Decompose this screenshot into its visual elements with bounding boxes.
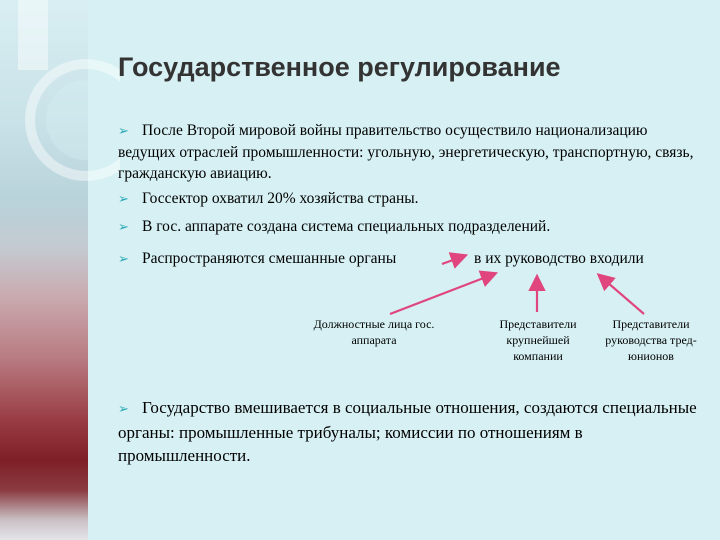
- bullet-text-1: После Второй мировой войны правительство осуществило национализацию ведущих отраслей промышленности: угольную, энергетическую, транспортную, связь, гражданскую авиацию.: [118, 122, 694, 182]
- horizontal-arrow: [442, 256, 464, 264]
- bullet-text-4-right: в их руководство входили: [474, 250, 644, 267]
- arrow-from-officials: [390, 274, 494, 314]
- arrowhead-bullet-icon: ➢: [118, 192, 129, 207]
- member-company: Представители крупнейшей компании: [499, 317, 577, 363]
- arrow-from-unions: [600, 276, 644, 314]
- bullet-text-3: В гос. аппарате создана система специальных подразделений.: [142, 218, 551, 235]
- bullet-item-5: [118, 396, 698, 467]
- arrowhead-bullet-icon: ➢: [118, 124, 129, 139]
- arrowhead-bullet-icon: ➢: [118, 402, 129, 417]
- arrowhead-bullet-icon: ➢: [118, 252, 129, 267]
- page-title: Государственное регулирование: [118, 52, 561, 82]
- bullet-text-4-left: Распространяются смешанные органы: [142, 250, 397, 267]
- member-officials: Должностные лица гос. аппарата: [313, 317, 435, 347]
- bullet-text-2: Госсектор охватил 20% хозяйства страны.: [142, 190, 419, 207]
- bullet-text-5: Государство вмешивается в социальные отношения, создаются специальные органы: промышленные трибуналы; комиссии по отношениям в промышленности.: [118, 398, 697, 465]
- arrowhead-bullet-icon: ➢: [118, 220, 129, 235]
- member-unions: Представители руководства тред-юнионов: [605, 317, 697, 363]
